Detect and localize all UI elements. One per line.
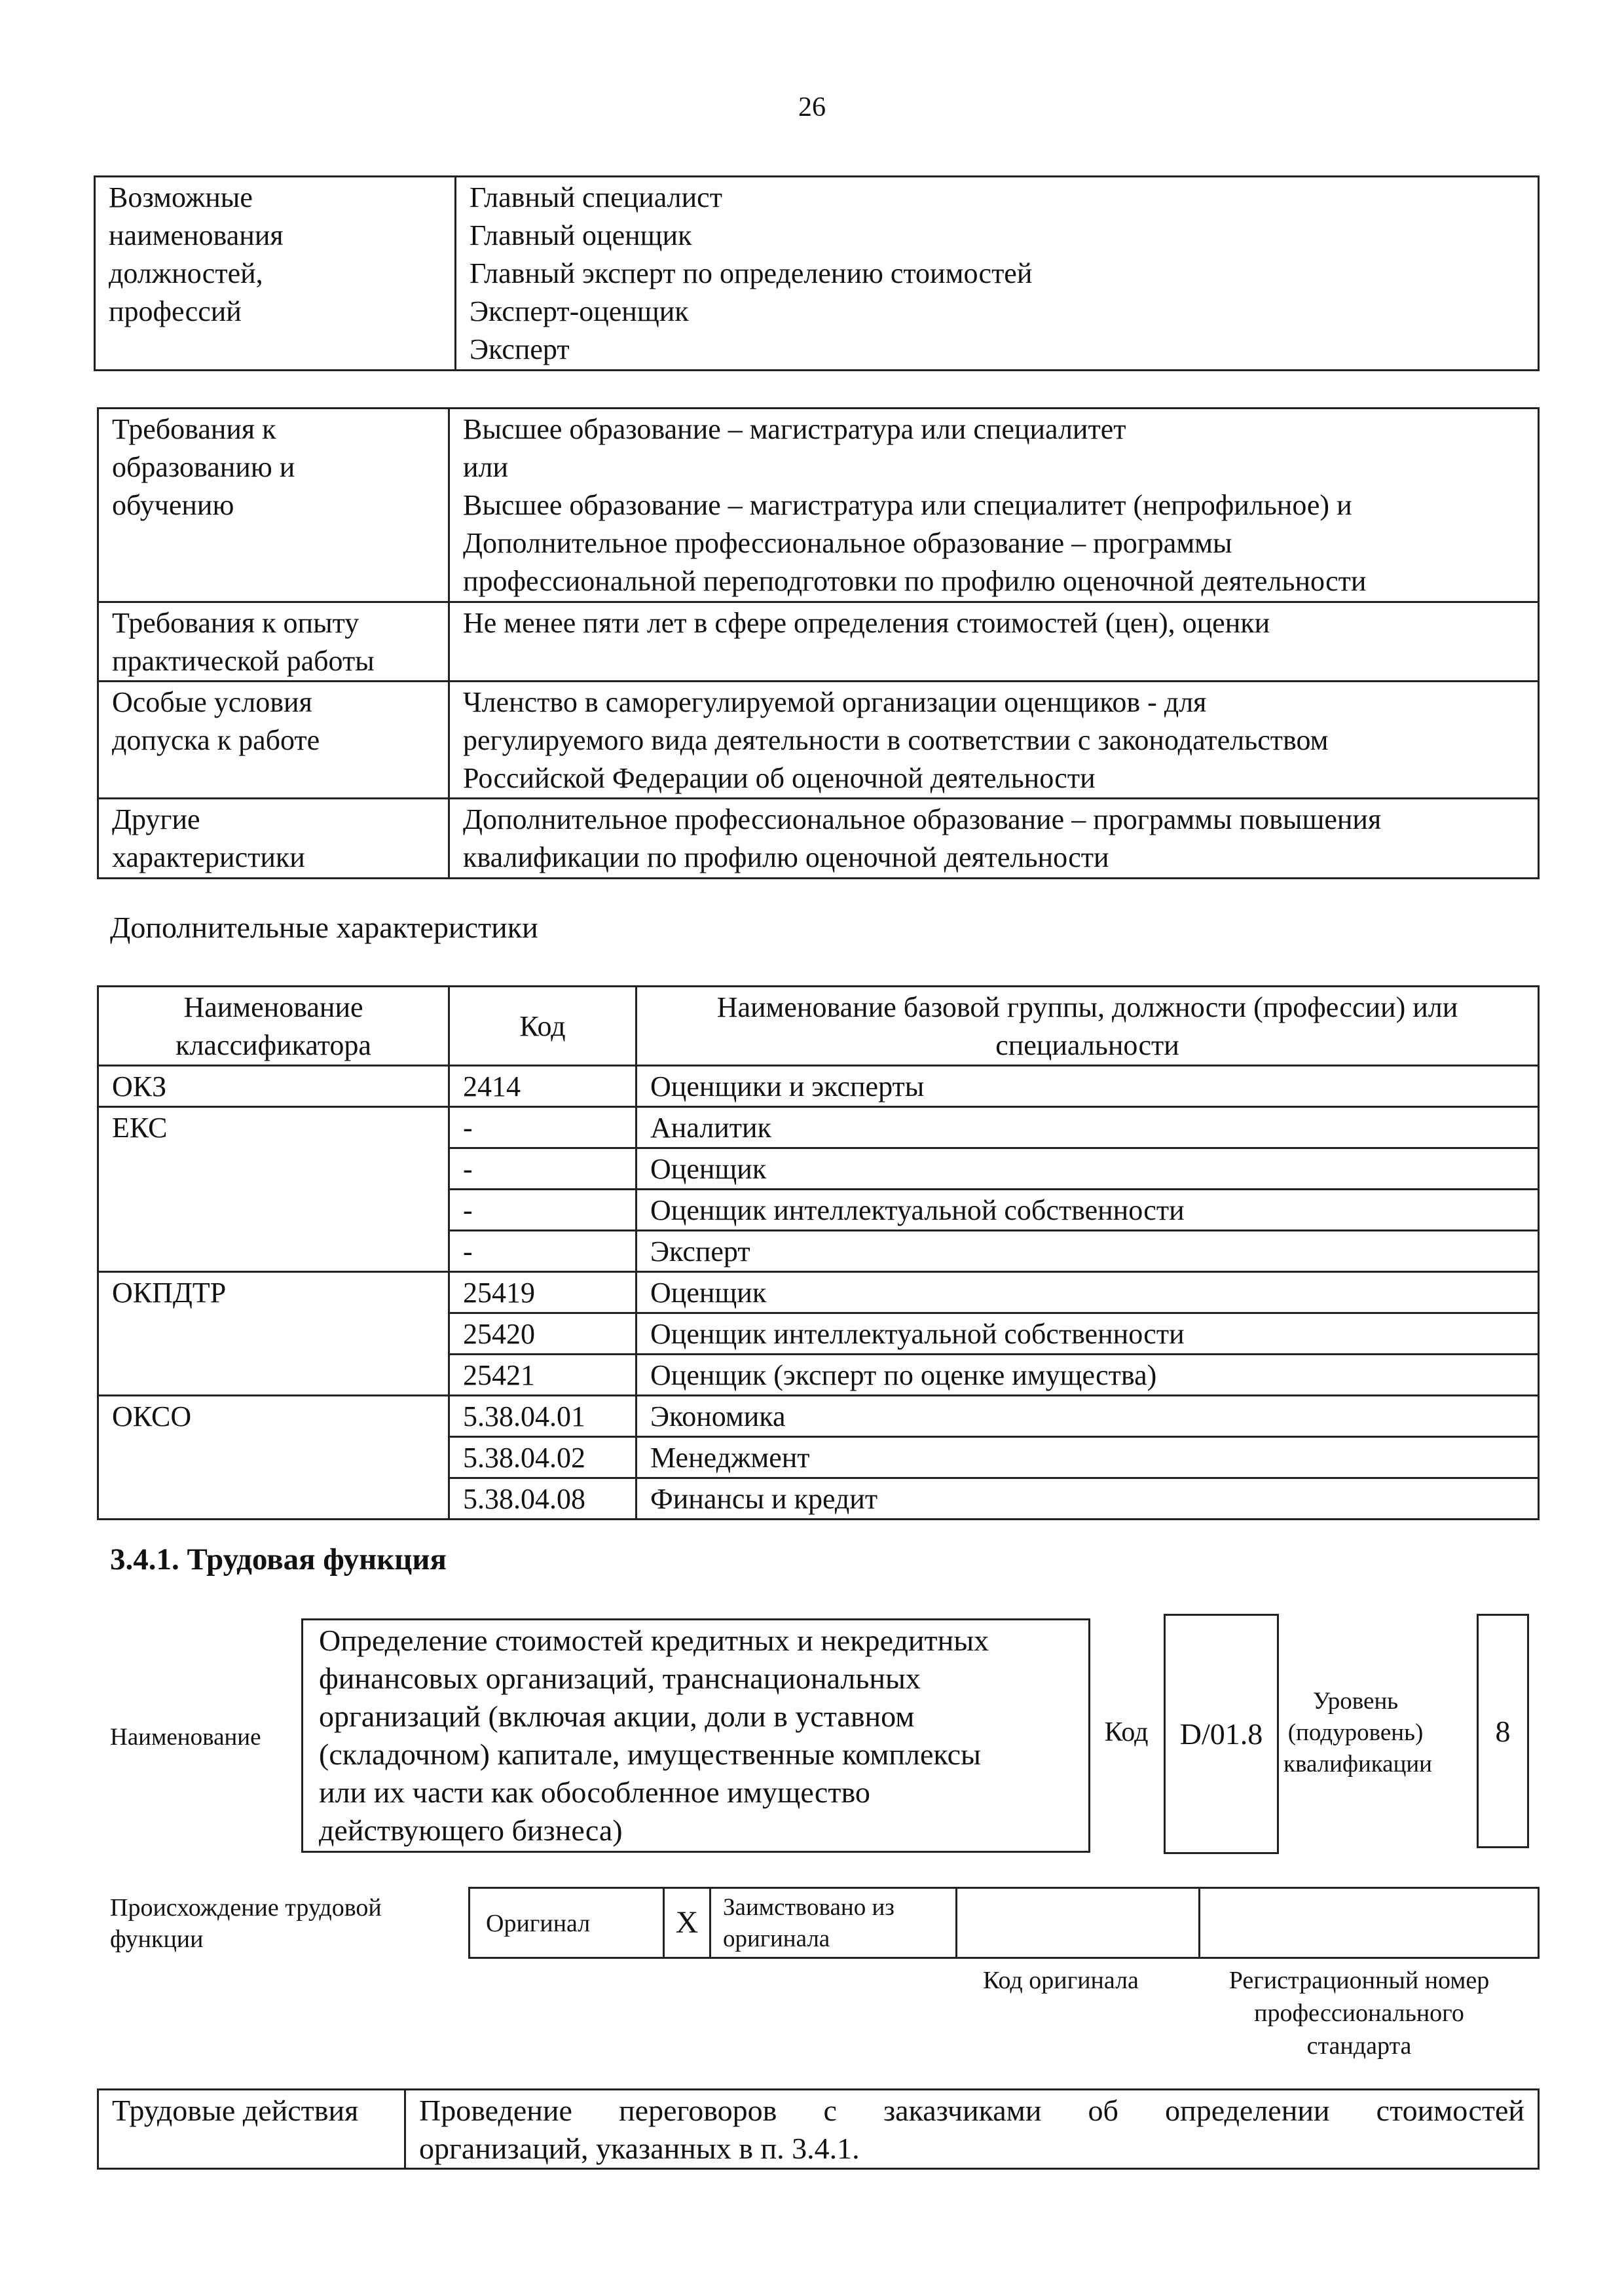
other-label-line: Другие <box>112 803 200 835</box>
admission-value-line: регулируемого вида деятельности в соответствии с законодательством <box>463 724 1329 756</box>
admission-value-cell <box>449 682 1539 799</box>
reg-number-caption <box>1179 1964 1540 2062</box>
section-title: 3.4.1. Трудовая функция <box>110 1542 447 1576</box>
actions-label-cell: Трудовые действия <box>98 2090 405 2169</box>
origin-label-line: Происхождение трудовой <box>110 1894 382 1922</box>
code-cell: 5.38.04.01 <box>449 1396 637 1437</box>
function-name-line: организаций (включая акции, доли в уставном <box>319 1700 915 1733</box>
name-cell: Оценщик (эксперт по оценке имущества) <box>637 1355 1539 1396</box>
classifier-cell: ЕКС <box>98 1107 449 1272</box>
education-value-line: Высшее образование – магистратура или специалитет <box>463 413 1126 445</box>
code-cell: - <box>449 1231 637 1272</box>
name-cell: Эксперт <box>637 1231 1539 1272</box>
function-name-line: действующего бизнеса) <box>319 1813 623 1847</box>
function-name-line: или их части как обособленное имущество <box>319 1776 870 1809</box>
position-title: Главный специалист <box>470 181 722 213</box>
education-value-line: Дополнительное профессиональное образование – программы <box>463 527 1232 559</box>
experience-value-cell <box>449 602 1539 682</box>
code-cell: 2414 <box>449 1066 637 1107</box>
positions-table <box>94 175 1540 371</box>
code-cell: - <box>449 1190 637 1231</box>
original-code-cell <box>957 1888 1200 1958</box>
education-value-line: или <box>463 451 509 483</box>
position-title: Главный эксперт по определению стоимостей <box>470 257 1033 289</box>
other-label-cell <box>98 799 449 879</box>
education-value-line: профессиональной переподготовки по профилю оценочной деятельности <box>463 565 1367 597</box>
position-title: Главный оценщик <box>470 219 692 251</box>
experience-label-cell <box>98 602 449 682</box>
education-label-cell <box>98 409 449 602</box>
name-cell: Менеджмент <box>637 1437 1539 1478</box>
name-cell: Финансы и кредит <box>637 1478 1539 1520</box>
code-cell: - <box>449 1107 637 1148</box>
position-title: Эксперт-оценщик <box>470 295 689 327</box>
header-classifier <box>98 987 449 1066</box>
level-label-line: Уровень <box>1312 1688 1399 1715</box>
education-label-line: Требования к <box>112 413 276 445</box>
experience-label-line: Требования к опыту <box>112 607 360 639</box>
code-cell: 25419 <box>449 1272 637 1313</box>
name-cell: Экономика <box>637 1396 1539 1437</box>
requirements-table <box>97 407 1540 879</box>
classifier-table <box>97 985 1540 1520</box>
classifier-cell: ОКПДТР <box>98 1272 449 1396</box>
experience-value-line: Не менее пяти лет в сфере определения стоимостей (цен), оценки <box>463 607 1270 639</box>
code-cell: - <box>449 1148 637 1190</box>
borrowed-cell <box>710 1888 957 1958</box>
reg-caption-line: стандарта <box>1306 2032 1412 2060</box>
positions-label-line: профессий <box>109 295 242 327</box>
other-value-cell <box>449 799 1539 879</box>
classifier-cell: ОКСО <box>98 1396 449 1520</box>
origin-label-line: функции <box>110 1925 204 1953</box>
classifier-cell: ОКЗ <box>98 1066 449 1107</box>
education-value-line: Высшее образование – магистратура или специалитет (непрофильное) и <box>463 489 1352 521</box>
actions-value-cell <box>405 2090 1539 2169</box>
function-code-value: D/01.8 <box>1179 1717 1263 1751</box>
code-cell: 5.38.04.02 <box>449 1437 637 1478</box>
actions-table <box>97 2088 1540 2170</box>
function-name-box <box>301 1618 1090 1853</box>
positions-label-line: Возможные <box>109 181 253 213</box>
origin-table <box>468 1887 1540 1959</box>
positions-value-cell <box>456 177 1539 371</box>
reg-caption-line: Регистрационный номер <box>1228 1967 1490 1994</box>
positions-label-line: должностей, <box>109 257 263 289</box>
borrowed-line: оригинала <box>723 1925 830 1952</box>
level-value: 8 <box>1495 1714 1511 1748</box>
header-name-line: специальности <box>995 1029 1179 1061</box>
admission-value-line: Членство в саморегулируемой организации оценщиков - для <box>463 686 1207 718</box>
page-number: 26 <box>798 92 826 122</box>
header-classifier-line: классификатора <box>175 1029 371 1061</box>
header-classifier-line: Наименование <box>183 991 363 1023</box>
actions-value-line: организаций, указанных в п. 3.4.1. <box>419 2132 860 2165</box>
other-value-line: квалификации по профилю оценочной деятельности <box>463 841 1109 873</box>
borrowed-line: Заимствовано из <box>723 1894 895 1921</box>
admission-label-line: допуска к работе <box>112 724 320 756</box>
other-value-line: Дополнительное профессиональное образование – программы повышения <box>463 803 1382 835</box>
additional-heading: Дополнительные характеристики <box>110 911 538 944</box>
code-cell: 25421 <box>449 1355 637 1396</box>
admission-label-line: Особые условия <box>112 686 312 718</box>
other-label-line: характеристики <box>112 841 305 873</box>
function-code-box <box>1164 1614 1279 1854</box>
level-label <box>1283 1686 1432 1780</box>
experience-label-line: практической работы <box>112 645 375 677</box>
actions-value-line: Проведение переговоров с заказчиками об определении стоимостей <box>419 2094 1524 2127</box>
code-cell: 5.38.04.08 <box>449 1478 637 1520</box>
level-box <box>1477 1614 1529 1848</box>
name-cell: Оценщик <box>637 1148 1539 1190</box>
function-name-label: Наименование <box>110 1724 261 1751</box>
code-cell: 25420 <box>449 1313 637 1355</box>
name-cell: Оценщик <box>637 1272 1539 1313</box>
function-name-line: (складочном) капитале, имущественные комплексы <box>319 1738 981 1771</box>
level-label-line: (подуровень) <box>1287 1719 1424 1746</box>
admission-label-cell <box>98 682 449 799</box>
original-label-cell: Оригинал <box>470 1888 664 1958</box>
positions-label-line: наименования <box>109 219 284 251</box>
name-cell: Оценщик интеллектуальной собственности <box>637 1313 1539 1355</box>
positions-label-cell <box>95 177 456 371</box>
header-name-line: Наименование базовой группы, должности (профессии) или <box>716 991 1458 1023</box>
original-mark-cell: X <box>664 1888 710 1958</box>
header-name <box>637 987 1539 1066</box>
education-label-line: образованию и <box>112 451 295 483</box>
name-cell: Оценщик интеллектуальной собственности <box>637 1190 1539 1231</box>
origin-label <box>110 1892 382 1955</box>
original-code-caption: Код оригинала <box>983 1967 1139 1994</box>
function-name-line: финансовых организаций, транснациональных <box>319 1662 921 1695</box>
function-code-label: Код <box>1104 1717 1149 1747</box>
education-value-cell <box>449 409 1539 602</box>
education-label-line: обучению <box>112 489 234 521</box>
name-cell: Аналитик <box>637 1107 1539 1148</box>
header-code: Код <box>449 987 637 1066</box>
level-label-line: квалификации <box>1283 1751 1432 1777</box>
name-cell: Оценщики и эксперты <box>637 1066 1539 1107</box>
admission-value-line: Российской Федерации об оценочной деятельности <box>463 762 1096 794</box>
function-name-line: Определение стоимостей кредитных и некредитных <box>319 1624 989 1657</box>
position-title: Эксперт <box>470 333 570 365</box>
reg-caption-line: профессионального <box>1254 1999 1464 2027</box>
reg-number-cell <box>1200 1888 1539 1958</box>
